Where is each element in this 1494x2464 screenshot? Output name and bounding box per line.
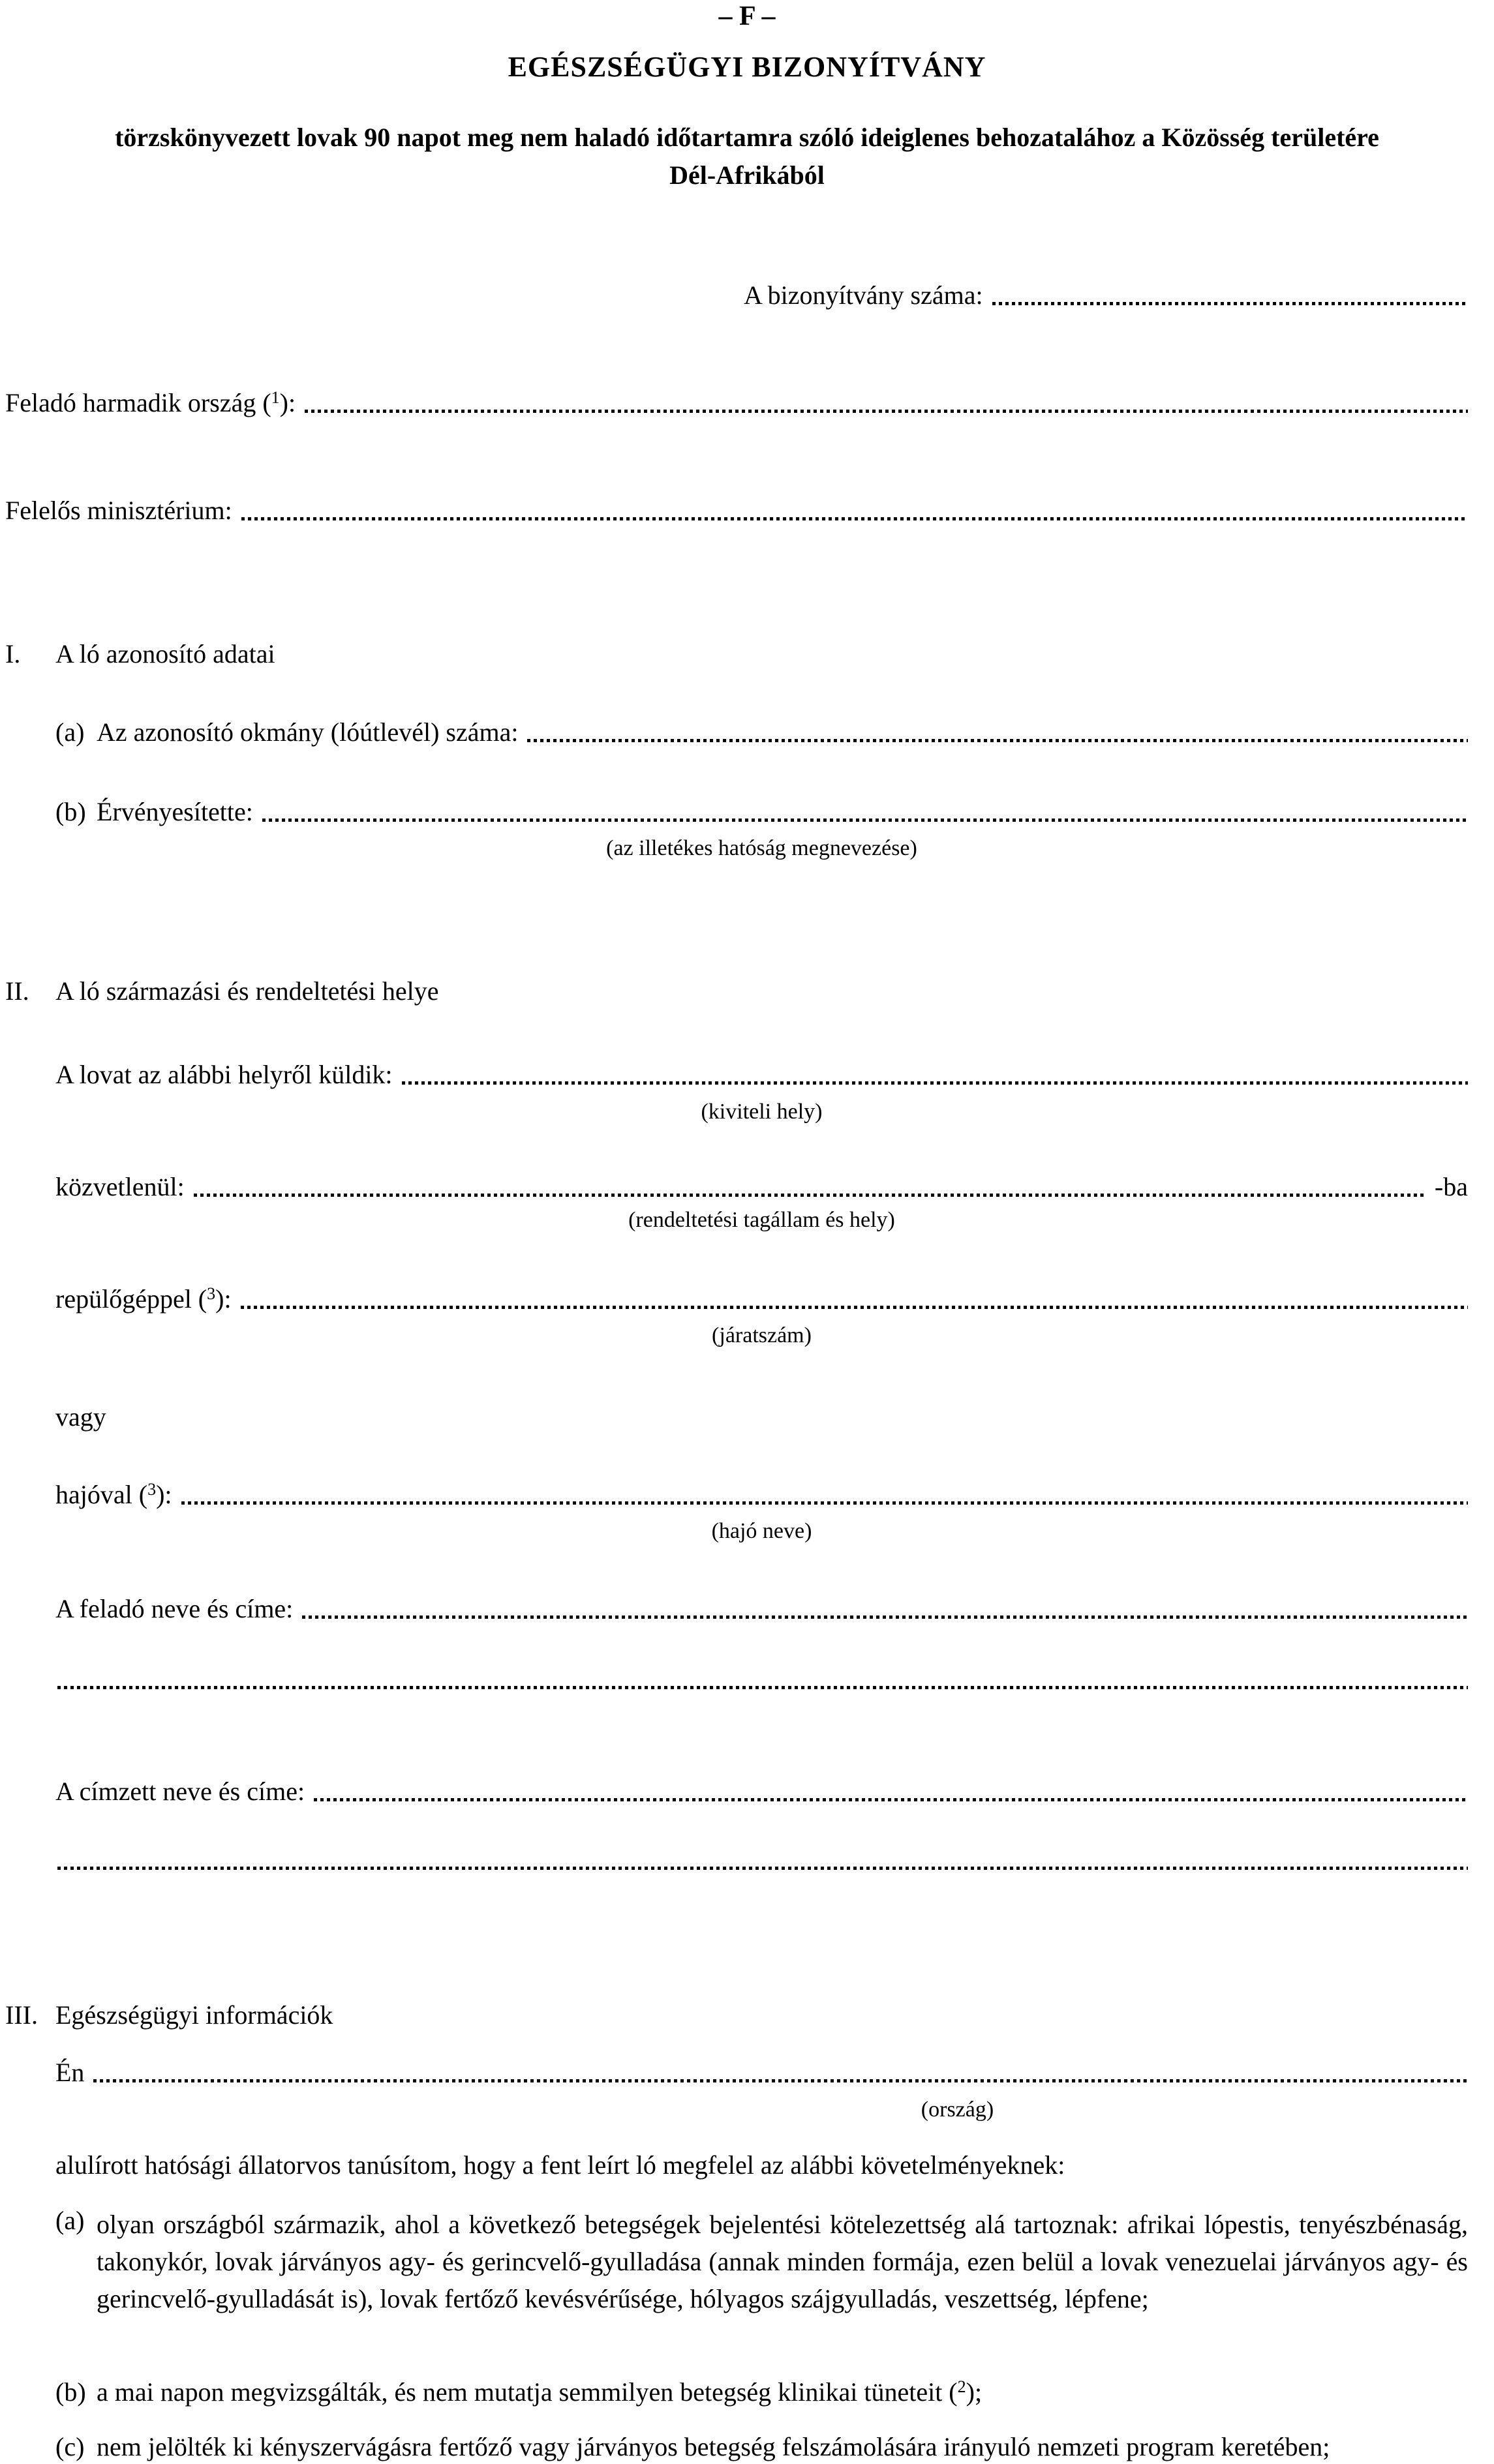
- validated-by-field[interactable]: [262, 819, 1468, 822]
- footnote-ref-2: 2: [957, 2377, 966, 2396]
- direct-suffix: -ba: [1434, 1172, 1468, 1201]
- or-text: vagy: [55, 1402, 106, 1432]
- certificate-number-field[interactable]: [992, 302, 1468, 305]
- footnote-ref-3b: 3: [147, 1480, 157, 1499]
- plane-row: [55, 1284, 1468, 1314]
- document-subtitle-line1: törzskönyvezett lovak 90 napot meg nem haladó időtartamra szóló ideiglenes behozatalához a Közösség területére: [115, 123, 1379, 152]
- sender-name-label: A feladó neve és címe:: [55, 1594, 294, 1623]
- section-1-number: I.: [5, 639, 21, 669]
- sender-country-row: [5, 388, 1468, 418]
- document-subtitle: [0, 119, 1494, 194]
- dispatch-place-row: [55, 1060, 1468, 1090]
- sender-name-extra-field[interactable]: [57, 1686, 1468, 1689]
- dispatch-place-field[interactable]: [402, 1081, 1468, 1085]
- dispatch-place-caption: (kiviteli hely): [701, 1100, 823, 1124]
- section-3-heading: [5, 2000, 1468, 2030]
- identity-document-field[interactable]: [527, 739, 1468, 742]
- flight-number-caption: (járatszám): [712, 1323, 812, 1347]
- section-1-title: A ló azonosító adatai: [55, 639, 275, 669]
- consignee-name-row: [55, 1777, 1468, 1807]
- identity-document-row: [55, 717, 1468, 747]
- ministry-field[interactable]: [241, 517, 1468, 520]
- ship-name-caption: (hajó neve): [711, 1519, 812, 1543]
- ship-row: [55, 1480, 1468, 1510]
- health-item-c: [55, 2432, 1468, 2462]
- sender-country-field[interactable]: [305, 410, 1468, 413]
- plane-label: repülőgéppel ($^3$):: [55, 1284, 232, 1314]
- ship-name-field[interactable]: [181, 1501, 1469, 1505]
- item-b-marker: (b): [55, 797, 86, 826]
- health-item-b-marker: (b): [55, 2377, 86, 2407]
- certificate-number-label: A bizonyítvány száma:: [744, 280, 983, 310]
- dispatch-place-label: A lovat az alábbi helyről küldik:: [55, 1060, 393, 1089]
- health-item-c-marker: (c): [55, 2432, 85, 2461]
- consignee-name-field[interactable]: [314, 1798, 1468, 1801]
- certification-intro: alulírott hatósági állatorvos tanúsítom, hogy a fent leírt ló megfelel az alábbi követelményeknek:: [55, 2150, 1065, 2180]
- certificate-number-row: [744, 280, 1468, 310]
- ministry-row: [5, 496, 1468, 526]
- health-item-a: [55, 2206, 1468, 2317]
- section-2-number: II.: [5, 976, 29, 1006]
- document-mark: – F –: [718, 1, 776, 31]
- consignee-name-label: A címzett neve és címe:: [55, 1777, 305, 1806]
- sender-name-row: [55, 1594, 1468, 1624]
- document-title: EGÉSZSÉGÜGYI BIZONYÍTVÁNY: [508, 51, 986, 83]
- health-item-a-marker: (a): [55, 2206, 85, 2235]
- destination-caption: (rendeltetési tagállam és hely): [628, 1208, 895, 1232]
- document-subtitle-line2: Dél-Afrikából: [669, 160, 825, 190]
- health-item-a-text: olyan országból származik, ahol a következő betegségek bejelentési kötelezettség alá tartoznak: afrikai lópestis, tenyészbénaság, takonykór, lovak járványos agy- és gerincvelő-gyulladása (annak minden formája, ezen belül a lovak venezuelai járványos agy- és gerincvelő-gyulladását is), lovak fertőző kevésvérűsége, hólyagos szájgyulladás, veszettség, lépfene;: [97, 2210, 1468, 2313]
- consignee-name-extra-field[interactable]: [57, 1867, 1468, 1870]
- section-2-heading: [5, 976, 1468, 1006]
- ministry-label: Felelős minisztérium:: [5, 496, 232, 525]
- country-caption: (ország): [921, 2097, 994, 2122]
- section-3-title: Egészségügyi információk: [55, 2000, 333, 2030]
- validated-by-label: Érvényesítette:: [97, 797, 253, 826]
- section-2-title: A ló származási és rendeltetési helye: [55, 976, 439, 1006]
- health-item-b: [55, 2377, 1468, 2407]
- section-3-number: III.: [5, 2000, 38, 2030]
- declarant-country-field[interactable]: [93, 2079, 1468, 2082]
- declarant-row: [55, 2058, 1468, 2088]
- sender-country-label: Feladó harmadik ország ($^1$):: [5, 388, 296, 417]
- footnote-ref-3a: 3: [207, 1284, 216, 1303]
- direct-label: közvetlenül:: [55, 1172, 185, 1201]
- item-a-marker: (a): [55, 717, 85, 747]
- sender-name-field[interactable]: [302, 1615, 1468, 1619]
- validated-by-row: [55, 797, 1468, 827]
- ship-label: hajóval ($^3$):: [55, 1480, 172, 1509]
- identity-document-label: Az azonosító okmány (lóútlevél) száma:: [97, 717, 519, 747]
- declarant-label: Én: [55, 2058, 85, 2087]
- health-item-c-text: nem jelölték ki kényszervágásra fertőző vagy járványos betegség felszámolására irányuló nemzeti program keretében;: [97, 2432, 1330, 2461]
- health-item-b-text: a mai napon megvizsgálták, és nem mutatja semmilyen betegség klinikai tüneteit ($^2$);: [97, 2377, 983, 2407]
- section-1-heading: [5, 639, 1468, 669]
- flight-number-field[interactable]: [241, 1306, 1468, 1309]
- direct-destination-field[interactable]: [194, 1194, 1427, 1197]
- footnote-ref-1: 1: [271, 388, 280, 407]
- validated-by-caption: (az illetékes hatóság megnevezése): [606, 836, 917, 860]
- direct-destination-row: [55, 1172, 1468, 1202]
